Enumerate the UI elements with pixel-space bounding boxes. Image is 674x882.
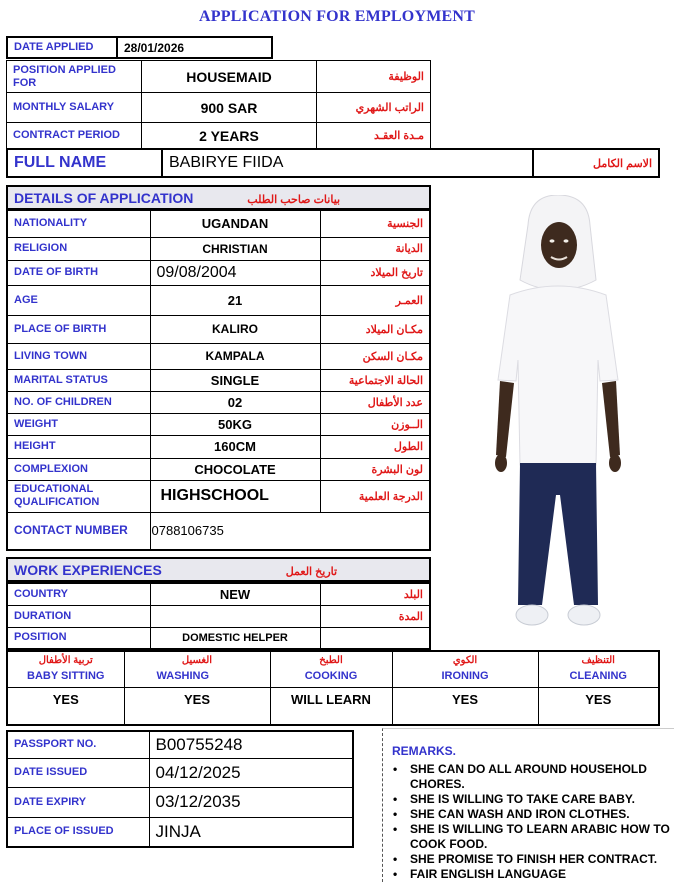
children-label: NO. OF CHILDREN [7, 391, 150, 413]
remark-item: • SHE PROMISE TO FINISH HER CONTRACT. [393, 852, 674, 867]
height-label: HEIGHT [7, 435, 150, 458]
place-issued-value: JINJA [149, 817, 353, 847]
education-arabic: الدرجة العلمية [320, 480, 430, 512]
date-applied-value: 28/01/2026 [117, 37, 272, 58]
work-duration-label: DURATION [7, 605, 150, 627]
page-title: APPLICATION FOR EMPLOYMENT [198, 8, 475, 25]
remark-item: • SHE IS WILLING TO TAKE CARE BABY. [393, 792, 674, 807]
place-of-birth-value: KALIRO [150, 315, 320, 343]
details-table [6, 209, 431, 551]
position-arabic: الوظيفة [317, 61, 431, 93]
skill-cooking-arabic: الطبخ [319, 655, 343, 666]
nationality-arabic: الجنسية [320, 210, 430, 237]
work-country-arabic: البلد [320, 583, 430, 605]
skill-cleaning-label: CLEANING [569, 670, 627, 682]
remarks-box [382, 728, 674, 882]
education-value: HIGHSCHOOL [150, 480, 320, 512]
skill-cleaning-value: YES [538, 687, 659, 725]
work-country-value: NEW [150, 583, 320, 605]
full-name-label: FULL NAME [7, 149, 162, 177]
salary-arabic: الراتب الشهري [317, 93, 431, 123]
date-applied-label: DATE APPLIED [7, 37, 117, 58]
marital-status-value: SINGLE [150, 369, 320, 391]
religion-value: CHRISTIAN [150, 237, 320, 260]
contact-value: 0788106735 [150, 512, 430, 550]
full-name-table [6, 148, 660, 178]
place-of-birth-label: PLACE OF BIRTH [7, 315, 150, 343]
work-position-arabic [320, 627, 430, 649]
date-issued-label: DATE ISSUED [7, 758, 149, 787]
work-header-arabic: تاريخ العمل [285, 565, 338, 578]
details-header [6, 185, 431, 209]
position-value: HOUSEMAID [142, 61, 317, 93]
work-position-value: DOMESTIC HELPER [150, 627, 320, 649]
remark-item: • SHE CAN DO ALL AROUND HOUSEHOLD CHORES. [393, 762, 674, 792]
children-value: 02 [150, 391, 320, 413]
work-position-label: POSITION [7, 627, 150, 649]
nationality-value: UGANDAN [150, 210, 320, 237]
age-value: 21 [150, 285, 320, 315]
work-header [6, 557, 431, 582]
work-duration-value [150, 605, 320, 627]
dob-arabic: تاريخ الميلاد [320, 260, 430, 285]
living-town-arabic: مكـان السكن [320, 343, 430, 369]
details-header-label: DETAILS OF APPLICATION [14, 189, 194, 206]
date-applied-table [6, 36, 273, 59]
skills-table [6, 650, 660, 726]
position-label: POSITION APPLIED FOR [7, 61, 142, 93]
work-table [6, 582, 431, 650]
remark-item: • SHE IS WILLING TO LEARN ARABIC HOW TO COOK FOOD. [393, 822, 674, 852]
place-of-birth-arabic: مكـان الميلاد [320, 315, 430, 343]
complexion-value: CHOCOLATE [150, 458, 320, 480]
age-arabic: العمـر [320, 285, 430, 315]
remarks-title: REMARKS. [392, 744, 457, 758]
living-town-value: KAMPALA [150, 343, 320, 369]
religion-arabic: الديانة [320, 237, 430, 260]
remarks-list [393, 762, 674, 882]
work-country-label: COUNTRY [7, 583, 150, 605]
skill-ironing-label: IRONING [441, 670, 489, 682]
education-label: EDUCATIONAL QUALIFICATION [7, 480, 150, 512]
remark-item: • SHE CAN WASH AND IRON CLOTHES. [393, 807, 674, 822]
work-duration-arabic: المدة [320, 605, 430, 627]
nationality-label: NATIONALITY [7, 210, 150, 237]
details-header-arabic: بيانات صاحب الطلب [247, 193, 341, 206]
contract-arabic: مـدة العقـد [317, 123, 431, 149]
contact-label: CONTACT NUMBER [7, 512, 150, 550]
salary-value: 900 SAR [142, 93, 317, 123]
passport-no-value: B00755248 [149, 731, 353, 758]
height-arabic: الطول [320, 435, 430, 458]
salary-label: MONTHLY SALARY [7, 93, 142, 123]
age-label: AGE [7, 285, 150, 315]
living-town-label: LIVING TOWN [7, 343, 150, 369]
marital-status-arabic: الحالة الاجتماعية [320, 369, 430, 391]
height-value: 160CM [150, 435, 320, 458]
passport-no-label: PASSPORT NO. [7, 731, 149, 758]
date-expiry-value: 03/12/2035 [149, 787, 353, 817]
weight-label: WEIGHT [7, 413, 150, 435]
weight-value: 50KG [150, 413, 320, 435]
dob-value: 09/08/2004 [150, 260, 320, 285]
date-issued-value: 04/12/2025 [149, 758, 353, 787]
skill-cleaning-arabic: التنظيف [581, 655, 615, 666]
dob-label: DATE OF BIRTH [7, 260, 150, 285]
contract-label: CONTRACT PERIOD [7, 123, 142, 149]
skill-ironing-arabic: الكوي [452, 655, 478, 666]
full-name-value: BABIRYE FIIDA [162, 149, 533, 177]
complexion-arabic: لون البشرة [320, 458, 430, 480]
children-arabic: عدد الأطفال [320, 391, 430, 413]
marital-status-label: MARITAL STATUS [7, 369, 150, 391]
remark-item: • FAIR ENGLISH LANGUAGE [393, 867, 674, 882]
passport-table [6, 730, 354, 848]
date-expiry-label: DATE EXPIRY [7, 787, 149, 817]
skill-babysitting-label: BABY SITTING [27, 670, 105, 682]
work-header-label: WORK EXPERIENCES [14, 561, 162, 578]
weight-arabic: الــوزن [320, 413, 430, 435]
skill-babysitting-arabic: تربية الأطفال [38, 655, 93, 666]
skill-cooking-value: WILL LEARN [270, 687, 392, 725]
full-name-arabic: الاسم الكامل [533, 149, 659, 177]
skill-washing-label: WASHING [156, 670, 210, 682]
skill-babysitting-value: YES [7, 687, 124, 725]
complexion-label: COMPLEXION [7, 458, 150, 480]
skill-washing-arabic: الغسيل [181, 655, 213, 666]
position-table [6, 60, 431, 149]
skill-cooking-label: COOKING [304, 670, 358, 682]
skill-washing-value: YES [124, 687, 270, 725]
place-issued-label: PLACE OF ISSUED [7, 817, 149, 847]
skill-ironing-value: YES [392, 687, 538, 725]
applicant-photo [478, 195, 638, 635]
contract-value: 2 YEARS [142, 123, 317, 149]
religion-label: RELIGION [7, 237, 150, 260]
